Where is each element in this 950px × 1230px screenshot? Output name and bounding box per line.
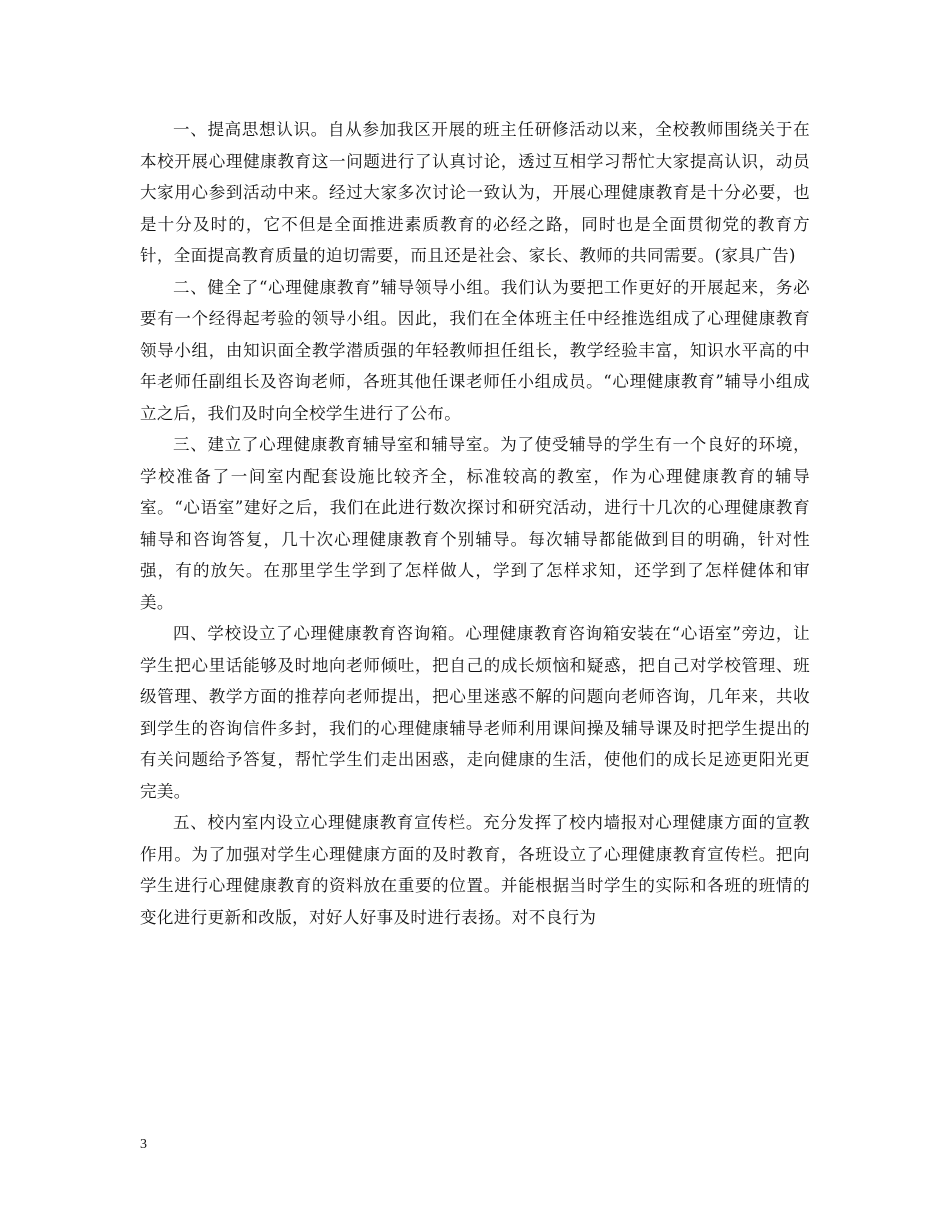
page-number: 3 bbox=[140, 1137, 147, 1152]
paragraph-4: 四、学校设立了心理健康教育咨询箱。心理健康教育咨询箱安装在“心语室”旁边，让学生把心里话能够及时地向老师倾吐，把自己的成长烦恼和疑惑，把自己对学校管理、班级管理、教学方面的推荐向老师提出，把心里迷惑不解的问题向老师咨询，几年来，共收到学生的咨询信件多封，我们的心理健康辅导老师利用课间操及辅导课及时把学生提出的有关问题给予答复，帮忙学生们走出困惑，走向健康的生活，使他们的成长足迹更阳光更完美。 bbox=[140, 624, 810, 801]
paragraph-1: 一、提高思想认识。自从参加我区开展的班主任研修活动以来，全校教师围绕关于在本校开展心理健康教育这一问题进行了认真讨论，透过互相学习帮忙大家提高认识，动员大家用心参到活动中来。经过大家多次讨论一致认为，开展心理健康教育是十分必要，也是十分及时的，它不但是全面推进素质教育的必经之路，同时也是全面贯彻党的教育方针，全面提高教育质量的迫切需要，而且还是社会、家长、教师的共同需要。(家具广告) bbox=[140, 120, 810, 265]
paragraph-2: 二、健全了“心理健康教育”辅导领导小组。我们认为要把工作更好的开展起来，务必要有一个经得起考验的领导小组。因此，我们在全体班主任中经推选组成了心理健康教育领导小组，由知识面全教学潜质强的年轻教师担任组长，教学经验丰富，知识水平高的中年老师任副组长及咨询老师，各班其他任课老师任小组成员。“心理健康教育”辅导小组成立之后，我们及时向全校学生进行了公布。 bbox=[140, 277, 810, 423]
paragraph-3: 三、建立了心理健康教育辅导室和辅导室。为了使受辅导的学生有一个良好的环境，学校准备了一间室内配套设施比较齐全，标准较高的教室，作为心理健康教育的辅导室。“心语室”建好之后，我们在此进行数次探讨和研究活动，进行十几次的心理健康教育辅导和咨询答复，几十次心理健康教育个别辅导。每次辅导都能做到目的明确，针对性强，有的放矢。在那里学生学到了怎样做人，学到了怎样求知，还学到了怎样健体和审美。 bbox=[140, 435, 810, 612]
document-body bbox=[140, 114, 810, 933]
paragraph-5: 五、校内室内设立心理健康教育宣传栏。充分发挥了校内墙报对心理健康方面的宣教作用。为了加强对学生心理健康方面的及时教育，各班设立了心理健康教育宣传栏。把向学生进行心理健康教育的资料放在重要的位置。并能根据当时学生的实际和各班的班情的变化进行更新和改版，对好人好事及时进行表扬。对不良行为 bbox=[140, 813, 810, 927]
